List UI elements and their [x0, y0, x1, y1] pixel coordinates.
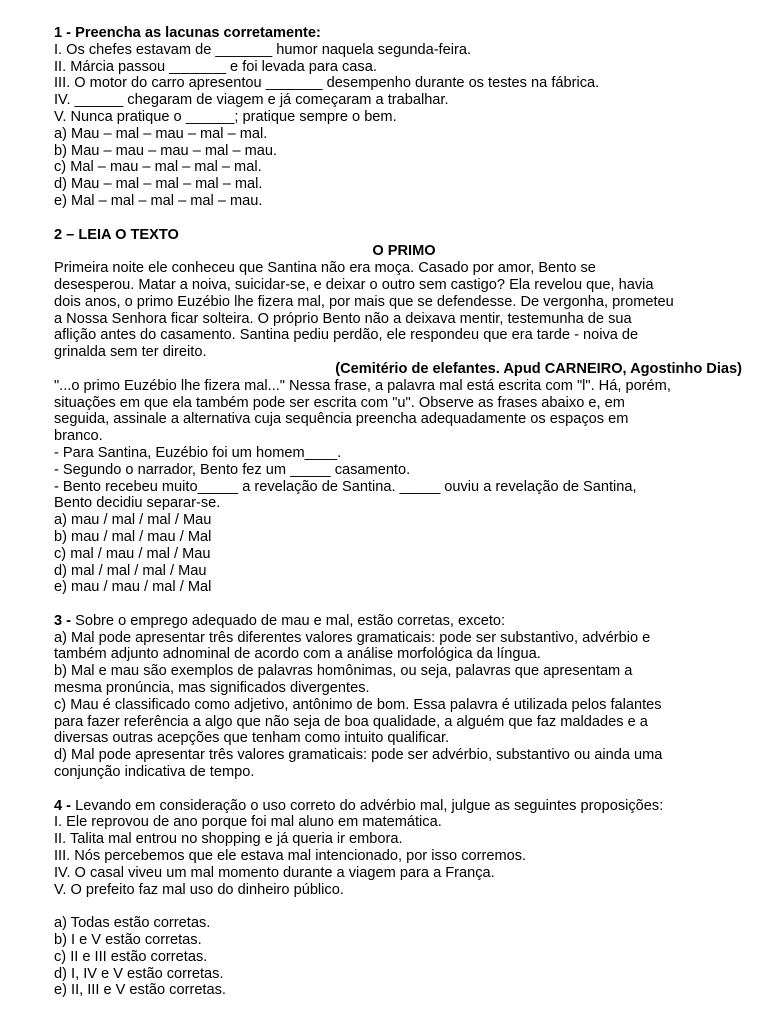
question-4: [54, 798, 754, 1000]
q1-statement: I. Os chefes estavam de _______ humor naquela segunda-feira.: [54, 41, 471, 58]
document-page: [54, 25, 754, 999]
q1-option: a) Mau – mal – mau – mal – mal.: [54, 125, 268, 142]
q2-item: - Bento recebeu muito_____ a revelação de Santina. _____ ouviu a revelação de Santina,: [54, 478, 637, 495]
q4-statement: IV. O casal viveu um mal momento durante a viagem para a França.: [54, 864, 495, 881]
question-1: [54, 25, 754, 210]
question-3-header: [54, 613, 754, 630]
q1-option: d) Mau – mal – mal – mal – mal.: [54, 176, 263, 193]
q2-option: c) mal / mau / mal / Mau: [54, 545, 211, 562]
q3-option-line: b) Mal e mau são exemplos de palavras homônimas, ou seja, palavras que apresentam a: [54, 663, 633, 680]
question-3-number: 3 -: [54, 612, 76, 629]
q1-statement: III. O motor do carro apresentou _______ desempenho durante os testes na fábrica.: [54, 75, 600, 92]
text-citation: (Cemitério de elefantes. Apud CARNEIRO, Agostinho Dias): [335, 360, 742, 377]
q3-option-line: diversas outras acepções que tenham como intuito qualificar.: [54, 730, 450, 747]
text-line: aflição antes do casamento. Santina pediu perdão, ele respondeu que era tarde - noiva de: [54, 327, 639, 344]
text-line: a Nossa Senhora ficar solteira. O próprio Bento não a deixava mentir, testemunha de sua: [54, 310, 632, 327]
q1-option: b) Mau – mau – mau – mal – mau.: [54, 142, 278, 159]
q2-option: a) mau / mal / mal / Mau: [54, 512, 212, 529]
question-3-heading: Sobre o emprego adequado de mau e mal, estão corretas, exceto:: [75, 612, 506, 629]
prompt-line: seguida, assinale a alternativa cuja sequência preencha adequadamente os espaços em: [54, 411, 629, 428]
q4-option: c) II e III estão corretas.: [54, 948, 208, 965]
text-title: O PRIMO: [372, 243, 436, 260]
q2-item: - Para Santina, Euzébio foi um homem____.: [54, 444, 342, 461]
q2-option: b) mau / mal / mau / Mal: [54, 528, 212, 545]
q3-option-line: mesma pronúncia, mas significados divergentes.: [54, 680, 370, 697]
q1-statement: IV. ______ chegaram de viagem e já começaram a trabalhar.: [54, 92, 449, 109]
q3-option-line: para fazer referência a algo que não seja de boa qualidade, a alguém que faz maldades e a: [54, 713, 648, 730]
text-line: desesperou. Matar a noiva, suicidar-se, e deixar o outro sem castigo? Ela revelou que, havia: [54, 276, 654, 293]
prompt-line: branco.: [54, 428, 103, 445]
q3-option-line: também adjunto adnominal de acordo com a análise morfológica da língua.: [54, 646, 541, 663]
q1-option: c) Mal – mau – mal – mal – mal.: [54, 159, 262, 176]
question-1-heading: Preencha as lacunas corretamente:: [75, 25, 321, 41]
prompt-line: situações em que ela também pode ser escrita com "u". Observe as frases abaixo e, em: [54, 394, 625, 411]
q1-statement: II. Márcia passou _______ e foi levada para casa.: [54, 58, 377, 75]
q1-option: e) Mal – mal – mal – mal – mau.: [54, 192, 263, 209]
q4-option: a) Todas estão corretas.: [54, 915, 211, 932]
q4-statement: II. Talita mal entrou no shopping e já queria ir embora.: [54, 831, 403, 848]
q2-option: d) mal / mal / mal / Mau: [54, 562, 207, 579]
q3-option-line: conjunção indicativa de tempo.: [54, 764, 255, 781]
q2-item: - Segundo o narrador, Bento fez um _____ casamento.: [54, 461, 411, 478]
question-2: [54, 227, 754, 597]
question-2-heading: 2 – LEIA O TEXTO: [54, 226, 179, 243]
q4-statement: I. Ele reprovou de ano porque foi mal aluno em matemática.: [54, 814, 442, 831]
q2-option: e) mau / mau / mal / Mal: [54, 579, 212, 596]
q4-statement: III. Nós percebemos que ele estava mal intencionado, por isso corremos.: [54, 848, 527, 865]
q4-option: e) II, III e V estão corretas.: [54, 982, 226, 999]
question-3: [54, 613, 754, 781]
question-4-number: 4 -: [54, 797, 76, 814]
q3-option-line: d) Mal pode apresentar três valores gramaticais: pode ser advérbio, substantivo ou ainda uma: [54, 747, 663, 764]
q1-statement: V. Nunca pratique o ______; pratique sempre o bem.: [54, 108, 397, 125]
q2-item: Bento decidiu separar-se.: [54, 495, 221, 512]
q4-option: b) I e V estão corretas.: [54, 932, 202, 949]
q3-option-line: c) Mau é classificado como adjetivo, antônimo de bom. Essa palavra é utilizada pelos falantes: [54, 696, 662, 713]
q4-statement: V. O prefeito faz mal uso do dinheiro público.: [54, 881, 344, 898]
q4-option: d) I, IV e V estão corretas.: [54, 965, 224, 982]
text-line: Primeira noite ele conheceu que Santina não era moça. Casado por amor, Bento se: [54, 260, 596, 277]
q3-option-line: a) Mal pode apresentar três diferentes valores gramaticais: pode ser substantivo, advérbio e: [54, 629, 651, 646]
question-1-number: 1 -: [54, 25, 76, 41]
question-4-header: [54, 798, 754, 815]
text-line: dois anos, o primo Euzébio lhe fizera mal, por mais que se defendesse. De vergonha, prometeu: [54, 293, 674, 310]
question-1-header: [54, 25, 754, 42]
question-4-heading: Levando em consideração o uso correto do advérbio mal, julgue as seguintes proposições:: [75, 797, 664, 814]
text-line: grinalda sem ter direito.: [54, 344, 207, 361]
prompt-line: "...o primo Euzébio lhe fizera mal..." Nessa frase, a palavra mal está escrita com "l". Há, porém,: [54, 377, 671, 394]
